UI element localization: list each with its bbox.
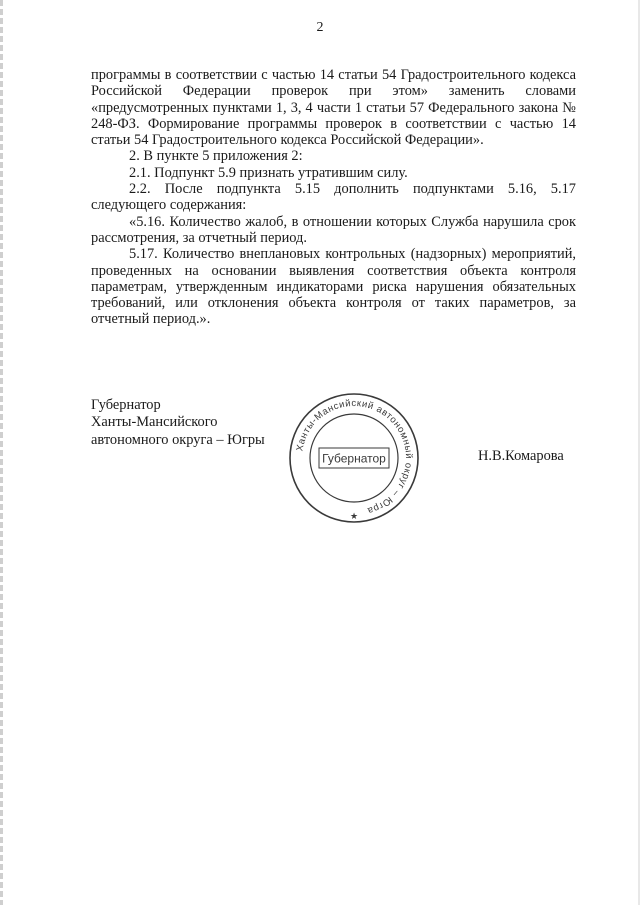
document-body [91, 67, 576, 328]
scan-left-edge [0, 0, 3, 905]
seal-ring-text: Ханты-Мансийский автономный округ – Югра [294, 397, 415, 517]
paragraph-item-5-16: «5.16. Количество жалоб, в отношении которых Служба нарушила срок рассмотрения, за отчетный период. [91, 213, 576, 246]
paragraph-item-2: 2. В пункте 5 приложения 2: [129, 148, 303, 165]
seal-center-text: Губернатор [322, 451, 386, 466]
paragraph-item-2-2: 2.2. После подпункта 5.15 дополнить подпунктами 5.16, 5.17 следующего содержания: [91, 181, 576, 214]
official-seal [287, 391, 421, 525]
signature-position [91, 397, 265, 449]
signature-position-line: Ханты-Мансийского [91, 414, 218, 431]
signature-position-line: автономного округа – Югры [91, 431, 265, 448]
signature-position-line: Губернатор [91, 397, 161, 413]
paragraph-item-5-17: 5.17. Количество внеплановых контрольных (надзорных) мероприятий, проведенных на основании выявления соответствия объекта контроля параметрам, утвержденным индикаторами риска нарушения обязательных требований, или отклонения объекта контроля от таких параметров, за отчетный период.». [91, 246, 576, 328]
paragraph-item-2-1: 2.1. Подпункт 5.9 признать утратившим силу. [129, 164, 408, 181]
page-number: 2 [316, 20, 324, 35]
signer-name: Н.В.Комарова [478, 448, 564, 464]
seal-star: ★ [349, 512, 359, 522]
paragraph-continuation: программы в соответствии с частью 14 статьи 54 Градостроительного кодекса Российской Федерации проверок при этом» заменить словами «предусмотренных пунктами 1, 3, 4 части 1 статьи 57 Федерального закона № 248-ФЗ. Формирование программы проверок в соответствии с частью 14 статьи 54 Градостроительного кодекса Российской Федерации». [91, 67, 576, 149]
